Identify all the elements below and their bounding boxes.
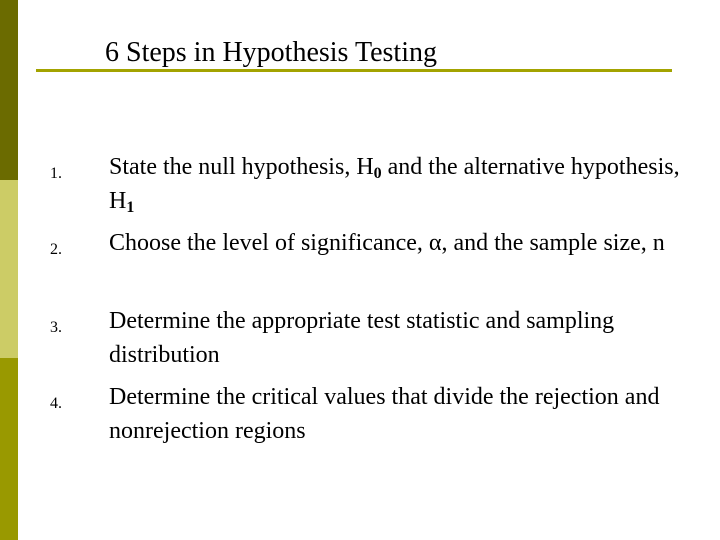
step-text-part: State the null hypothesis, H [109,154,374,180]
step-text [109,150,689,218]
step-number: 1. [50,165,62,182]
step-text: Determine the appropriate test statistic and sampling distribution [109,308,615,368]
step-text-part: Choose the level of significance, [109,230,429,256]
step-text-part: , and the sample size, n [441,230,665,256]
slide-title: 6 Steps in Hypothesis Testing [105,37,437,68]
sidebar-decoration [0,0,18,540]
sidebar-segment-light [0,180,18,358]
step-number: 2. [50,241,62,258]
alpha-symbol: α [428,230,442,256]
subscript-alternative: 1 [126,199,135,216]
subscript-null: 0 [373,165,382,182]
step-text: Determine the critical values that divide the rejection and nonrejection regions [109,384,660,444]
step-number: 4. [50,395,62,412]
step-text-part: and the alternative hypothesis, H [109,154,680,214]
step-text [109,226,689,260]
sidebar-segment-dark [0,0,18,180]
step-number: 3. [50,319,62,336]
title-underline [36,69,672,72]
sidebar-segment-mid [0,358,18,540]
